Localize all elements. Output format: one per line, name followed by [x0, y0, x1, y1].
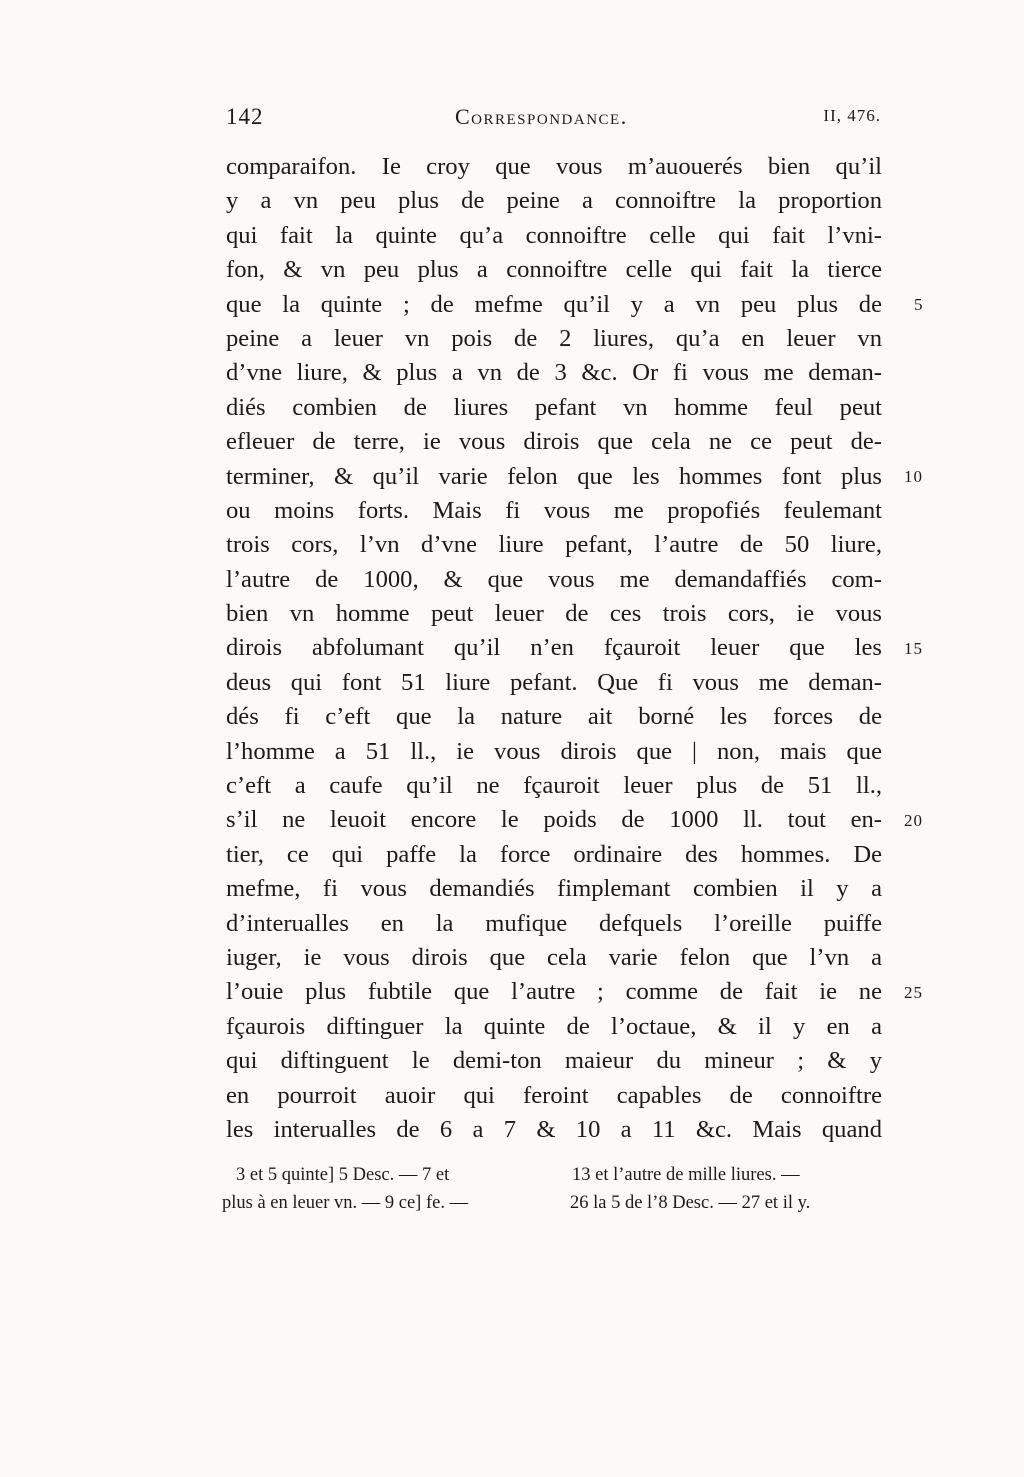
text-line: y a vn peu plus de peine a connoiftre la proportion: [226, 187, 882, 215]
note-line: 26 la 5 de l’8 Desc. — 27 et il y.: [570, 1193, 811, 1213]
text-line: tier, ce qui paffe la force ordinaire des hommes. De: [226, 840, 882, 868]
text-line: d’interualles en la mufique defquels l’oreille puiffe: [226, 909, 882, 937]
text-line: c’eft a caufe qu’il ne fçauroit leuer plus de 51 ll.,: [226, 772, 882, 800]
text-line: les interualles de 6 a 7 & 10 a 11 &c. Mais quand: [226, 1115, 882, 1143]
text-line: dés fi c’eft que la nature ait borné les forces de: [226, 703, 882, 731]
text-line: efleuer de terre, ie vous dirois que cela ne ce peut de-: [226, 428, 882, 456]
text-line: diés combien de liures pefant vn homme feul peut: [226, 393, 882, 421]
text-line: qui fait la quinte qu’a connoiftre celle qui fait l’vni-: [226, 221, 882, 249]
notes-left-column: [222, 1161, 534, 1217]
note-line: plus à en leuer vn. — 9 ce] fe. —: [222, 1193, 469, 1213]
text-line: l’autre de 1000, & que vous me demandaffiés com-: [226, 565, 882, 593]
page-header: [226, 104, 881, 136]
line-number-20: 20: [904, 811, 923, 830]
page-number: 142: [226, 104, 264, 129]
text-line: peine a leuer vn pois de 2 liures, qu’a en leuer vn: [226, 324, 882, 352]
text-line: dirois abfolumant qu’il n’en fçauroit leuer que les: [226, 634, 882, 662]
line-number-10: 10: [904, 467, 923, 486]
line-number-15: 15: [904, 639, 923, 658]
text-line: ou moins forts. Mais fi vous me propofiés feulemant: [226, 496, 882, 524]
text-line: d’vne liure, & plus a vn de 3 &c. Or fi vous me deman-: [226, 359, 882, 387]
text-line: deus qui font 51 liure pefant. Que fi vous me deman-: [226, 668, 882, 696]
body-text: [226, 150, 882, 1147]
text-line: bien vn homme peut leuer de ces trois cors, ie vous: [226, 600, 882, 628]
text-line: qui diftinguent le demi-ton maieur du mineur ; & y: [226, 1047, 882, 1075]
text-line: fçaurois diftinguer la quinte de l’octaue, & il y en a: [226, 1012, 882, 1040]
text-line: s’il ne leuoit encore le poids de 1000 ll. tout en-: [226, 806, 882, 834]
text-line: mefme, fi vous demandiés fimplemant combien il y a: [226, 875, 882, 903]
text-line: iuger, ie vous dirois que cela varie felon que l’vn a: [226, 943, 882, 971]
text-line: l’ouie plus fubtile que l’autre ; comme de fait ie ne: [226, 978, 882, 1006]
running-title: Correspondance.: [455, 104, 628, 129]
text-line: que la quinte ; de mefme qu’il y a vn peu plus de: [226, 290, 882, 318]
text-line: comparaifon. Ie croy que vous m’auouerés bien qu’il: [226, 153, 882, 180]
volume-reference: II, 476.: [823, 106, 881, 125]
text-line: en pourroit auoir qui feroint capables de connoiftre: [226, 1081, 882, 1109]
note-line: 3 et 5 quinte] 5 Desc. — 7 et: [236, 1165, 450, 1185]
text-line: l’homme a 51 ll., ie vous dirois que | non, mais que: [226, 737, 882, 765]
text-line: trois cors, l’vn d’vne liure pefant, l’autre de 50 liure,: [226, 531, 882, 559]
text-line: fon, & vn peu plus a connoiftre celle qui fait la tierce: [226, 256, 882, 284]
note-line: 13 et l’autre de mille liures. —: [572, 1165, 800, 1185]
text-line: terminer, & qu’il varie felon que les hommes font plus: [226, 462, 882, 490]
notes-right-column: [570, 1161, 882, 1217]
line-number-25: 25: [904, 983, 923, 1002]
line-number-5: 5: [914, 295, 924, 314]
